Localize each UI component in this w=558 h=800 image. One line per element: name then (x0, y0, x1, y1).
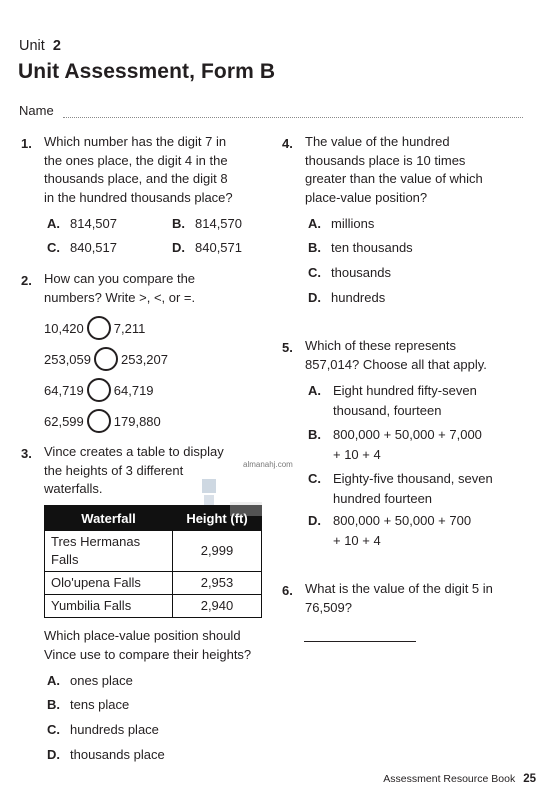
q5-option-a[interactable] (308, 381, 477, 420)
q1-option-d[interactable] (172, 240, 242, 255)
option-text: 814,507 (70, 216, 117, 231)
q1-line: the ones place, the digit 4 in the (44, 152, 228, 168)
comparison-row (44, 316, 145, 340)
table-row (45, 572, 262, 595)
option-text (333, 425, 482, 464)
q1-text (44, 133, 233, 207)
option-letter: A. (47, 673, 60, 688)
q3-number: 3. (21, 446, 32, 461)
option-line: 800,000 + 50,000 + 7,000 (333, 427, 482, 442)
name-label: Name (19, 103, 54, 118)
page-footer (383, 773, 536, 785)
q4-line: The value of the hundred (305, 134, 450, 149)
q3-text (44, 443, 224, 499)
table-row (45, 531, 262, 572)
option-text: hundreds place (70, 722, 159, 737)
compare-right: 64,719 (113, 382, 154, 398)
compare-left: 253,059 (44, 351, 91, 367)
table-cell-name (45, 531, 173, 572)
q4-option-d[interactable] (308, 290, 385, 305)
compare-answer-circle[interactable] (94, 347, 118, 371)
q4-line: place-value position? (305, 189, 428, 205)
table-cell-height: 2,999 (173, 531, 262, 572)
compare-answer-circle[interactable] (87, 409, 111, 433)
option-text: 840,517 (70, 240, 117, 255)
option-line: + 10 + 4 (333, 532, 381, 548)
table-cell-height: 2,953 (173, 572, 262, 595)
q6-text (305, 580, 493, 617)
q5-option-b[interactable] (308, 425, 482, 464)
q3-option-b[interactable] (47, 697, 129, 712)
q5-option-d[interactable] (308, 511, 471, 550)
watermark-text: almanahj.com (243, 460, 293, 469)
option-text: hundreds (331, 290, 386, 305)
q4-option-a[interactable] (308, 216, 374, 231)
q1-line: Which number has the digit 7 in (44, 134, 227, 149)
option-line: Eighty-five thousand, seven (333, 471, 493, 486)
q3-option-d[interactable] (47, 747, 165, 762)
option-letter: C. (47, 240, 60, 255)
q6-number: 6. (282, 583, 293, 598)
option-text: 814,570 (195, 216, 242, 231)
compare-left: 64,719 (44, 382, 84, 398)
q5-option-c[interactable] (308, 469, 493, 508)
q5-line: 857,014? Choose all that apply. (305, 356, 487, 372)
option-text: ones place (70, 673, 133, 688)
q4-line: greater than the value of which (305, 171, 483, 187)
unit-number: 2 (52, 38, 61, 54)
option-letter: B. (47, 697, 60, 712)
table-cell-name: Olo'upena Falls (45, 572, 173, 595)
q2-text (44, 270, 195, 307)
q4-line: thousands place is 10 times (305, 152, 466, 168)
q3-option-c[interactable] (47, 722, 159, 737)
q3-question-line: Vince use to compare their heights? (44, 646, 252, 662)
compare-answer-circle[interactable] (87, 378, 111, 402)
option-letter: D. (308, 290, 321, 305)
option-text: thousands place (70, 747, 165, 762)
q2-line: How can you compare the (44, 271, 196, 286)
q4-text (305, 133, 483, 207)
compare-left: 10,420 (44, 320, 84, 336)
q5-line: Which of these represents (305, 338, 457, 353)
table-header: Waterfall (45, 506, 173, 531)
option-text: ten thousands (331, 240, 413, 255)
q3-question (44, 627, 251, 664)
option-text (333, 381, 477, 420)
comparison-row (44, 347, 168, 371)
table-row (45, 595, 262, 618)
q3-line: waterfalls. (44, 481, 103, 497)
q3-line: the heights of 3 different (44, 462, 184, 478)
option-line: hundred fourteen (333, 490, 433, 506)
q6-line: What is the value of the digit 5 in (305, 581, 493, 596)
option-text: tens place (70, 697, 130, 712)
q3-line: Vince creates a table to display (44, 444, 224, 459)
option-letter: C. (308, 471, 321, 486)
q1-number: 1. (21, 136, 32, 151)
comparison-row (44, 378, 154, 402)
compare-right: 253,207 (121, 351, 168, 367)
option-text (333, 469, 493, 508)
q5-number: 5. (282, 340, 293, 355)
option-letter: A. (308, 383, 321, 398)
table-header: Height (ft) (173, 506, 262, 531)
option-text: 840,571 (195, 240, 242, 255)
name-field[interactable] (63, 117, 523, 118)
q6-answer-line[interactable] (304, 641, 416, 642)
compare-answer-circle[interactable] (87, 316, 111, 340)
compare-right: 179,880 (113, 413, 161, 429)
q1-option-a[interactable] (47, 216, 117, 231)
comparison-row (44, 409, 161, 433)
q3-option-a[interactable] (47, 673, 133, 688)
option-letter: C. (47, 722, 60, 737)
q4-number: 4. (282, 136, 293, 151)
option-letter: A. (308, 216, 321, 231)
q5-text (305, 337, 487, 374)
q3-question-line: Which place-value position should (44, 628, 241, 643)
q1-line: in the hundred thousands place? (44, 189, 233, 205)
option-letter: B. (308, 427, 321, 442)
q1-option-b[interactable] (172, 216, 242, 231)
unit-label (19, 38, 61, 54)
option-letter: D. (172, 240, 185, 255)
q2-number: 2. (21, 273, 32, 288)
option-line: 800,000 + 50,000 + 700 (333, 513, 472, 528)
option-letter: C. (308, 265, 321, 280)
option-line: thousand, fourteen (333, 402, 442, 418)
table-cell-name: Yumbilia Falls (45, 595, 173, 618)
page-title: Unit Assessment, Form B (18, 60, 276, 83)
option-line: Eight hundred fifty-seven (333, 383, 477, 398)
cell-line: Falls (51, 552, 79, 567)
compare-right: 7,211 (113, 320, 146, 336)
page-number: 25 (523, 773, 536, 785)
option-text: millions (331, 216, 375, 231)
q1-line: thousands place, and the digit 8 (44, 171, 228, 187)
compare-left: 62,599 (44, 413, 84, 429)
q1-option-c[interactable] (47, 240, 117, 255)
option-letter: B. (308, 240, 321, 255)
q6-line: 76,509? (305, 599, 352, 615)
q4-option-b[interactable] (308, 240, 413, 255)
option-text: thousands (331, 265, 391, 280)
unit-word: Unit (19, 38, 45, 54)
q2-line: numbers? Write >, <, or =. (44, 289, 196, 305)
book-title: Assessment Resource Book (383, 773, 516, 785)
option-text (333, 511, 471, 550)
cell-line: Tres Hermanas (51, 534, 141, 549)
option-letter: D. (308, 513, 321, 528)
table-cell-height: 2,940 (173, 595, 262, 618)
q4-option-c[interactable] (308, 265, 391, 280)
option-line: + 10 + 4 (333, 446, 381, 462)
option-letter: A. (47, 216, 60, 231)
option-letter: B. (172, 216, 185, 231)
option-letter: D. (47, 747, 60, 762)
